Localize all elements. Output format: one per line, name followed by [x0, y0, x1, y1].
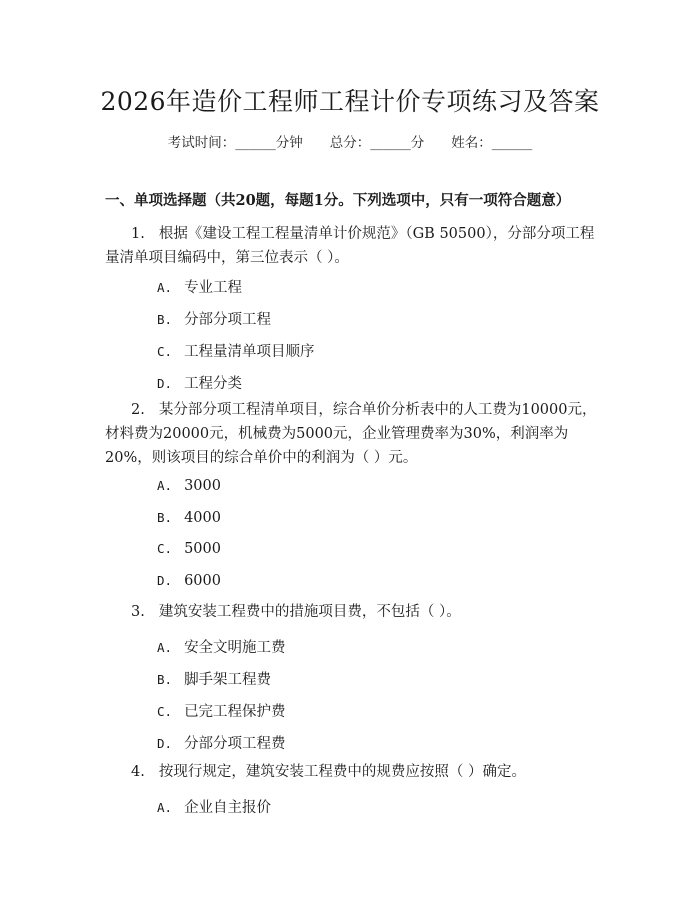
option-2b[interactable]	[157, 510, 221, 526]
option-letter: C.	[157, 541, 173, 556]
question-3	[105, 600, 600, 624]
option-letter: B.	[157, 672, 173, 687]
option-text: 5000	[184, 541, 221, 557]
option-letter: D.	[157, 376, 173, 391]
option-3a[interactable]	[157, 636, 286, 657]
option-text: 安全文明施工费	[184, 640, 286, 656]
option-text: 已完工程保护费	[184, 704, 286, 720]
question-1	[105, 222, 600, 270]
option-text: 脚手架工程费	[184, 672, 272, 688]
option-3b[interactable]	[157, 668, 271, 689]
option-text: 工程分类	[184, 376, 243, 392]
question-2	[105, 398, 600, 470]
exam-meta-line: 考试时间：______分钟 总分：______分 姓名：______	[167, 135, 533, 151]
option-letter: A.	[157, 800, 173, 815]
option-2a[interactable]	[157, 478, 221, 494]
option-1c[interactable]	[157, 340, 315, 361]
option-letter: B.	[157, 312, 173, 327]
question-text: 建筑安装工程费中的措施项目费，不包括（ ）。	[158, 604, 461, 620]
question-text: 按现行规定，建筑安装工程费中的规费应按照（ ）确定。	[158, 764, 526, 780]
option-3c[interactable]	[157, 700, 286, 721]
question-4	[105, 760, 600, 784]
option-text: 工程量清单项目顺序	[184, 344, 315, 360]
option-letter: B.	[157, 510, 173, 525]
question-number: 1.	[131, 226, 145, 242]
option-letter: A.	[157, 640, 173, 655]
option-2d[interactable]	[157, 573, 221, 589]
question-number: 2.	[131, 402, 145, 418]
option-1b[interactable]	[157, 308, 271, 329]
option-4a[interactable]	[157, 796, 271, 817]
option-text: 3000	[184, 478, 221, 494]
option-3d[interactable]	[157, 732, 286, 753]
option-text: 企业自主报价	[184, 800, 272, 816]
option-1a[interactable]	[157, 276, 242, 297]
option-letter: A.	[157, 478, 173, 493]
option-letter: A.	[157, 280, 173, 295]
option-letter: C.	[157, 704, 173, 719]
question-number: 3.	[131, 604, 145, 620]
option-letter: D.	[157, 573, 173, 588]
option-text: 分部分项工程费	[184, 736, 286, 752]
option-1d[interactable]	[157, 372, 242, 393]
option-text: 4000	[184, 510, 221, 526]
question-number: 4.	[131, 764, 145, 780]
option-letter: D.	[157, 736, 173, 751]
option-text: 分部分项工程	[184, 312, 272, 328]
option-text: 6000	[184, 573, 221, 589]
section-heading: 一、单项选择题（共20题，每题1分。下列选项中，只有一项符合题意）	[105, 192, 571, 209]
question-text: 某分部分项工程清单项目，综合单价分析表中的人工费为10000元，材料费为20000元，机械费为5000元，企业管理费率为30%，利润率为20%，则该项目的综合单价中的利润为（ ）元。	[105, 402, 597, 466]
option-letter: C.	[157, 344, 173, 359]
option-2c[interactable]	[157, 541, 221, 557]
document-title: 2026年造价工程师工程计价专项练习及答案	[100, 87, 600, 116]
question-text: 根据《建设工程工程量清单计价规范》（GB 50500），分部分项工程量清单项目编码中，第三位表示（ ）。	[105, 226, 595, 266]
option-text: 专业工程	[184, 280, 243, 296]
